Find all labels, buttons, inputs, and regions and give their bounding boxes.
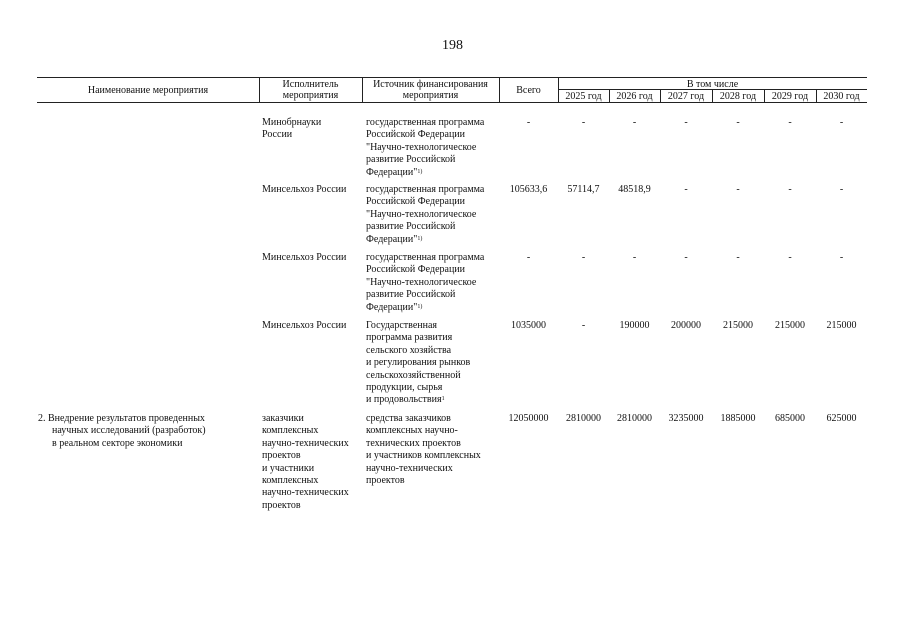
header-year: 2029 год <box>771 91 809 102</box>
row-source-text: и участников комплексных <box>366 450 481 462</box>
row-source <box>366 184 484 246</box>
row-year-value: - <box>839 184 844 195</box>
row-source <box>366 252 484 314</box>
row-source-line <box>366 463 481 475</box>
row-source-text: "Научно-технологическое <box>366 141 477 153</box>
row-executor-line: научно-технических <box>262 487 349 499</box>
row-year-value: - <box>788 184 792 195</box>
header-top-rule <box>37 77 867 78</box>
row-year-value: 685000 <box>775 413 805 424</box>
row-total: - <box>526 117 531 128</box>
row-source-text: Федерации" <box>366 166 418 178</box>
row-source-line <box>366 438 481 450</box>
row-source-text: Российской Федерации <box>366 264 466 276</box>
row-source-line <box>366 184 484 196</box>
row-executor-line: комплексных <box>262 425 319 437</box>
row-name-line: научных исследований (разработок) <box>52 425 206 437</box>
row-year-value: - <box>684 117 688 128</box>
row-source-line <box>366 302 484 314</box>
row-total: 12050000 <box>508 413 549 424</box>
row-total: 1035000 <box>511 320 546 331</box>
header-bottom-rule <box>37 102 867 103</box>
row-year-value: - <box>581 117 586 128</box>
row-source-text: государственная программа <box>366 252 485 263</box>
row-source-line <box>366 413 481 425</box>
row-source-line <box>366 320 470 332</box>
header-year: 2026 год <box>616 91 653 102</box>
row-executor-line: Минсельхоз России <box>262 184 347 195</box>
row-source-line <box>366 450 481 462</box>
row-executor-line: комплексных <box>262 475 319 487</box>
row-year-value: - <box>736 252 740 263</box>
row-source-line <box>366 234 484 246</box>
row-source-line <box>366 264 484 276</box>
row-source <box>366 320 470 407</box>
row-source-text: Российской Федерации <box>366 196 466 208</box>
row-source-text: комплексных научно- <box>366 425 458 437</box>
row-total: - <box>526 252 531 263</box>
row-source-line <box>366 277 484 289</box>
row-executor-line: проектов <box>262 450 301 462</box>
row-year-value: - <box>839 252 844 263</box>
row-executor-line: и участники <box>262 462 315 474</box>
row-source-text: сельскохозяйственной <box>366 369 461 381</box>
row-source-line <box>366 425 481 437</box>
header-including: В том числе <box>686 79 739 90</box>
row-year-value: - <box>684 252 688 263</box>
row-source-line <box>366 209 484 221</box>
row-year-value: - <box>788 117 792 128</box>
row-source-text: развитие Российской <box>366 289 456 301</box>
footnote-mark: 1 <box>441 396 445 403</box>
row-year-value: - <box>736 184 740 195</box>
footnote-mark: 1) <box>417 235 423 242</box>
row-source-text: научно-технических <box>366 462 453 474</box>
row-executor-line: заказчики <box>262 413 304 424</box>
row-source-text: развитие Российской <box>366 154 456 166</box>
row-source-line <box>366 289 484 301</box>
row-total: 105633,6 <box>509 184 548 195</box>
row-executor-line: научно-технических <box>262 437 349 449</box>
row-executor <box>262 184 346 196</box>
row-source-line <box>366 221 484 233</box>
row-source-text: сельского хозяйства <box>366 344 452 356</box>
row-source-line <box>366 382 470 394</box>
row-source-text: Государственная <box>366 320 438 331</box>
header-name: Наименование мероприятия <box>87 85 209 96</box>
row-source-text: средства заказчиков <box>366 413 451 424</box>
row-source-text: "Научно-технологическое <box>366 276 477 288</box>
row-source-text: программа развития <box>366 332 453 344</box>
row-name <box>38 413 206 450</box>
row-year-value: 215000 <box>723 320 753 331</box>
row-source-line <box>366 332 470 344</box>
header-source: Источник финансирования мероприятия <box>373 79 488 101</box>
row-year-value: 2810000 <box>617 413 652 424</box>
row-source-line <box>366 370 470 382</box>
row-year-value: - <box>839 117 844 128</box>
row-source-text: Федерации" <box>366 301 418 313</box>
row-source-line <box>366 154 484 166</box>
header-executor: Исполнитель мероприятия <box>282 79 339 101</box>
row-year-value: 200000 <box>671 320 701 331</box>
row-executor-line: Минсельхоз России <box>262 320 347 331</box>
row-year-value: 57114,7 <box>567 184 600 195</box>
row-source-line <box>366 196 484 208</box>
row-source-text: проектов <box>366 475 405 487</box>
row-year-value: - <box>736 117 740 128</box>
row-year-value: - <box>632 117 637 128</box>
row-year-value: 215000 <box>826 320 857 331</box>
row-source-line <box>366 345 470 357</box>
row-source-text: развитие Российской <box>366 221 456 233</box>
row-source-text: государственная программа <box>366 184 485 195</box>
page-number: 198 <box>442 38 463 53</box>
row-year-value: - <box>581 252 586 263</box>
row-executor <box>262 413 349 512</box>
header-total: Всего <box>516 85 541 96</box>
row-year-value: - <box>788 252 792 263</box>
row-source-line <box>366 252 484 264</box>
header-year: 2030 год <box>823 91 860 102</box>
row-year-value: 3235000 <box>668 413 704 424</box>
header-year: 2027 год <box>667 91 705 102</box>
row-source-line <box>366 129 484 141</box>
row-source-line <box>366 394 470 406</box>
row-source-line <box>366 475 481 487</box>
row-source-line <box>366 117 484 129</box>
row-executor-line: проектов <box>262 499 301 511</box>
row-year-value: 1885000 <box>720 413 756 424</box>
row-year-value: 48518,9 <box>618 184 651 195</box>
row-source-text: и продовольствия <box>366 394 442 406</box>
row-executor <box>262 117 321 142</box>
row-year-value: 215000 <box>775 320 805 331</box>
row-source-text: "Научно-технологическое <box>366 208 477 220</box>
row-executor-line: Минобрнауки <box>262 117 322 128</box>
footnote-mark: 1) <box>417 168 423 175</box>
row-executor-line: России <box>262 129 293 141</box>
row-source-line <box>366 142 484 154</box>
row-source-text: и регулирования рынков <box>366 357 471 369</box>
row-year-value: 190000 <box>619 320 650 331</box>
row-executor-line: Минсельхоз России <box>262 252 347 263</box>
row-source-line <box>366 167 484 179</box>
footnote-mark: 1) <box>417 303 423 310</box>
row-source-text: государственная программа <box>366 117 485 128</box>
row-name-line: в реальном секторе экономики <box>52 437 183 449</box>
header-year: 2028 год <box>719 91 757 102</box>
row-source <box>366 117 484 179</box>
row-executor <box>262 252 346 264</box>
row-source-text: продукции, сырья <box>366 382 443 394</box>
row-source-line <box>366 357 470 369</box>
row-year-value: - <box>581 320 586 331</box>
row-source <box>366 413 481 487</box>
row-executor <box>262 320 346 332</box>
row-source-text: технических проектов <box>366 437 461 449</box>
row-year-value: 2810000 <box>566 413 601 424</box>
row-year-value: - <box>684 184 688 195</box>
row-source-text: Федерации" <box>366 233 418 245</box>
row-year-value: - <box>632 252 637 263</box>
header-year: 2025 год <box>565 91 602 102</box>
row-year-value: 625000 <box>826 413 857 424</box>
row-source-text: Российской Федерации <box>366 129 466 141</box>
row-name-line: 2. Внедрение результатов проведенных <box>38 413 205 424</box>
